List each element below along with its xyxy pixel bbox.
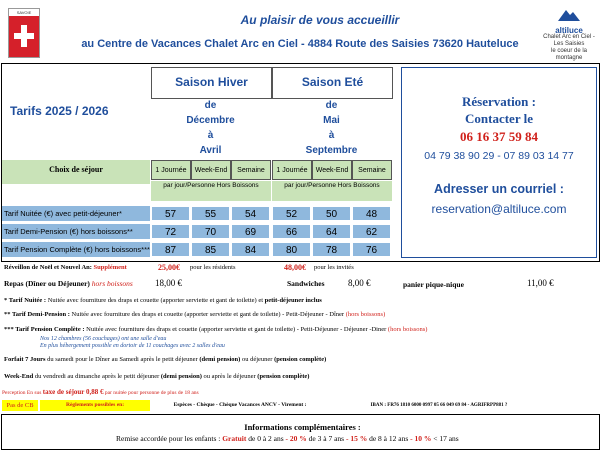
price-demi-pension-ete-weekend: 64	[312, 224, 351, 239]
price-nuitee-ete-weekend: 50	[312, 206, 351, 221]
logo-sub: Chalet Arc en Ciel - Les Saisies	[543, 34, 595, 47]
sandwich-price: 8,00 €	[348, 278, 371, 288]
taxe-line: Perception En sus taxe de séjour 0,88 € par nuitée pour personne de plus de 18 ans	[2, 388, 199, 396]
logo-name: altiluce	[555, 26, 583, 35]
col-header-hiver-weekend: Week-End	[191, 160, 231, 180]
price-nuitee-hiver-semaine: 54	[231, 206, 270, 221]
price-pension-complete-hiver-semaine: 84	[231, 242, 270, 257]
reveillon-price-inv: 48,00€	[284, 263, 306, 272]
price-demi-pension-hiver-weekend: 70	[191, 224, 230, 239]
resa-email[interactable]: reservation@altiluce.com	[431, 202, 567, 216]
price-demi-pension-hiver-journee: 72	[151, 224, 190, 239]
altiluce-logo	[538, 6, 600, 60]
price-pension-complete-hiver-journee: 87	[151, 242, 190, 257]
note-nuitee: * Tarif Nuitée : Nuitée avec fourniture des draps et couette (apporter serviette et gant de toilette) et petit-déjeuner inclus	[4, 297, 322, 304]
footer-frame	[1, 414, 600, 450]
price-nuitee-ete-semaine: 48	[352, 206, 391, 221]
resa-phones-alt[interactable]: 04 79 38 90 29 - 07 89 03 14 77	[424, 150, 574, 162]
resa-title: Réservation :	[461, 94, 536, 109]
note-demi-pension: ** Tarif Demi-Pension : Nuitée avec fourniture des draps et couette (apporter serviette et gant de toilette) - Petit-Déjeuner - Dîner (hors boissons)	[4, 311, 386, 318]
repas-hors: hors boissons	[91, 279, 133, 288]
reglement-chip: Règlements possibles en:	[40, 400, 150, 411]
resa-phone[interactable]: 06 16 37 59 84	[460, 129, 538, 144]
reservation-box	[401, 67, 597, 258]
col-header-hiver-journee: 1 Journée	[151, 160, 191, 180]
resa-contact: Contacter le	[465, 111, 533, 126]
pas-cb-chip: Pas de CB	[2, 400, 38, 411]
price-pension-complete-ete-journee: 80	[272, 242, 311, 257]
row-label-nuitee: Tarif Nuitée (€) avec petit-déjeuner*	[2, 206, 150, 221]
price-pension-complete-ete-semaine: 76	[352, 242, 391, 257]
resa-mail-title: Adresser un courriel :	[434, 182, 564, 196]
row-label-pension-complete: Tarif Pension Complète (€) hors boissons***	[2, 242, 150, 257]
col-header-ete-semaine: Semaine	[352, 160, 392, 180]
reveillon-price-res: 25,00€	[158, 263, 180, 272]
reveillon-label: Réveillon de Noël et Nouvel An:	[4, 264, 92, 271]
rooms-note: Nos 12 chambres (56 couchages) ont une salle d'eau En plus hébergement possible en dortoir de 11 couchages avec 2 salles d'eau	[40, 336, 225, 349]
row-label-demi-pension: Tarif Demi-Pension (€) hors boissons**	[2, 224, 150, 239]
price-pension-complete-ete-weekend: 78	[312, 242, 351, 257]
reveillon-res-txt: pour les résidents	[190, 264, 236, 271]
forfait-line: Forfait 7 Jours du samedi pour le Dîner au Samedi après le petit déjeuner (demi pension) ou déjeuner (pension complète)	[4, 356, 327, 363]
col-header-ete-journee: 1 Journée	[272, 160, 312, 180]
reveillon-supplement: Supplément	[93, 264, 127, 271]
note-pension-complete: *** Tarif Pension Complète : Nuitée avec fourniture des draps et couette (apporter serviette et gant de toilette) - Petit-Déjeuner - Déjeuner -Diner (hors boissons)	[4, 326, 428, 333]
address-line: au Centre de Vacances Chalet Arc en Ciel - 4884 Route des Saisies 73620 Hauteluce	[81, 38, 519, 50]
reveillon-inv-txt: pour les invités	[314, 264, 354, 271]
repas-price: 18,00 €	[155, 278, 182, 288]
col-header-hiver-semaine: Semaine	[231, 160, 271, 180]
price-demi-pension-ete-journee: 66	[272, 224, 311, 239]
footer-remise: Remise accordée pour les enfants : Gratuit de 0 à 2 ans - 20 % de 3 à 7 ans - 15 % de 8 à 12 ans - 10 % < 17 ans	[116, 434, 459, 443]
season-winter-header: Saison Hiver	[151, 67, 272, 99]
col-header-ete-weekend: Week-End	[312, 160, 352, 180]
season-winter-dates: de Décembre à Avril	[186, 100, 235, 156]
price-nuitee-ete-journee: 52	[272, 206, 311, 221]
season-summer-dates: de Mai à Septembre	[305, 100, 358, 156]
tarifs-title: Tarifs 2025 / 2026	[10, 104, 109, 118]
choix-sejour-label: Choix de séjour	[2, 160, 150, 184]
repas-label: Repas (Dîner ou Déjeuner)	[4, 279, 90, 288]
crest-caption: SAVOIE	[9, 9, 39, 16]
welcome-line: Au plaisir de vous accueillir	[240, 13, 400, 27]
savoie-crest-icon	[8, 8, 40, 58]
per-person-hiver: par jour/Personne Hors Boissons	[151, 181, 271, 201]
price-demi-pension-hiver-semaine: 69	[231, 224, 270, 239]
logo-tag: le coeur de la montagne	[550, 48, 588, 61]
iban-text: IBAN : FR76 1810 6000 0997 05 66 049 69 84 - AGRIFRPP881 ?	[370, 403, 508, 408]
panier-price: 11,00 €	[527, 278, 554, 288]
sandwich-label: Sandwiches	[287, 279, 325, 288]
price-pension-complete-hiver-weekend: 85	[191, 242, 230, 257]
season-summer-header: Saison Eté	[272, 67, 393, 99]
panier-label: panier pique-nique	[403, 280, 464, 289]
per-person-ete: par jour/Personne Hors Boissons	[272, 181, 392, 201]
weekend-line: Week-End du vendredi au dimanche après le petit déjeuner (demi pension) ou après le déjeuner (pension complète)	[4, 373, 310, 380]
footer-title: Informations complémentaires :	[244, 422, 361, 432]
price-nuitee-hiver-weekend: 55	[191, 206, 230, 221]
mountain-icon	[556, 6, 582, 22]
price-nuitee-hiver-journee: 57	[151, 206, 190, 221]
price-demi-pension-ete-semaine: 62	[352, 224, 391, 239]
payment-modes: Espèces - Chèque - Chèque Vacances ANCV - Virement :	[173, 402, 307, 408]
